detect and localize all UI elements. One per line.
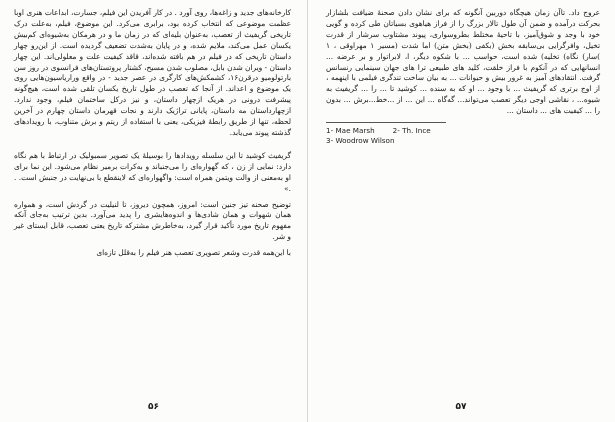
footnote-1: 1- Mae Marsh — [326, 126, 375, 136]
right-page-body — [326, 8, 600, 117]
footnote-3: 3- Woodrow Wilson — [326, 135, 395, 145]
left-paragraph-2: گریفیث کوشید تا این سلسله رویدادها را بوسیلهٔ یک تصویر سمبولیک در ارتباط با هم نگاه دارد: نمایی از زن ، که گهواره‌ای را می‌جنباند و به‌کرات برمیر نظام می‌شود. این نما برای او به‌معنی از والت ویتمن همراه است: واگهواره‌ای که لاینقطع با بی‌نهایت در جنبش است. . .» — [14, 150, 291, 193]
left-paragraph-1: کارخانه‌های جدید و زاغه‌ها، روی آورد . در کار آفریدن این فیلم، جسارت، ابداعات هنری اوبا عظمت موضوعی که انتخاب کرده بود، برابری می‌کرد. این موضوع، فیلم، به‌علت درک تاریخی گریفیث از تعصب، به‌عنوان بلیه‌ای که در زمان ما و در هرمکان به‌شیوه‌ای کم‌بیش یکسان عمل می‌کند، ملایم شده، و در پایان به‌شدت تضعیف گردیده است. از این‌رو چهار داستان تاریخی که در فیلم در هم بافته شده‌اند، قاقد کیفیت علت و معلولی‌اند. این چهار داستان - ویران شدن بابل، مصلوب شدن مسیح، کشتار پروتستان‌های فرانسوی در روز سن بارتولومیو درقرن۱۶، کشمکش‌های کارگری در عصر جدید - در واقع وراریاسیون‌هایی روی یک موضوع و اعداند. از آنجا که تعصب در طول تاریخ یکسان تلقی شده است، هیچ‌گونه پیشرفت درونی در هریک ازچهار داستان، و نیز درکل ساختمان فیلم، وجود ندارد. ازچهارداستان مه داستان، پایانی تراژیک دارند و نجات قهرمان داستان چهارم در آخرین لحظه، تنها از طریق رابطهٔ فیزیکی، یعنی با استفاده از ریتم و برش متناوب، با رویدادهای گذشته پیوند می‌یابد. — [14, 8, 292, 137]
left-page — [0, 0, 307, 422]
right-paragraph-1: عروج داد. تاآن زمان هیچگاه دوربین آنگونه که برای نشان دادن صحنهٔ ضیافت بلشازار بحرکت درآمده و ضمن آن طول تالار بزرگ را از فراز هیاهوی بسیاتان طی کرده و گویی خود با وجد و شوق‌آمیز، با تاحیهٔ مختلط بطروسواری، پیوند مشتاوب سرشار از قدرت تخیل، وافرگرایی بی‌سابقه بخش (بکفی (بخش متن) اما شدت (مسیر ۱ مهراوقی ، ۱ )سار) نگاه) تخلیه) شده است، حواسب ... با شکوه دیگر، ا، لابراتوار و بر عرضه ... انسانهایی که در آنکوم با فراز خلقت، کلید های طبیعی ترا های جهان سینمایی رنسانس گرفت. انتقادهای آمیز به غرور بیش و حیوانات ... به بیان ساخت تندگری فیلمی با اینهمه ، از اوج برتری که گریفیث ... با وجود ... او که به سنده ... کوشید تا ... را ... گریفیث به شیوه... ، نقاشی اوجی دیگر تعصب می‌تواند... گه‌گاه ... این ... از ...خط...برش ... بدون را ... کیفیت های ... داستان ... — [326, 8, 600, 116]
right-page — [307, 0, 614, 422]
left-page-body — [14, 8, 291, 259]
footnote-divider — [326, 122, 446, 123]
right-page-number: ۵۷ — [455, 402, 467, 412]
footnotes — [326, 126, 600, 145]
left-page-number: ۵۶ — [148, 402, 159, 412]
left-paragraph-3: توضیح صحنه تیز جنین است: امروز، همچون دیروز، تا لنیلیت در گردش است، و همواره همان شهوات و همان شادی‌ها و اندوه‌هایشری را پدید می‌آورد. بدین ترتیب به‌جای آنکه مفهوم تاریخ مورد تأکید قرار گیرد، به‌خاطرش مشترکه تاریخ ‌یعنی تعصب، قابل ایستای غیر و شر. — [14, 199, 291, 242]
footnote-2: 2- Th. Ince — [392, 126, 431, 136]
left-paragraph-4: با این‌همه قدرت وشعر تصویری تعصب هنر فیلم را به‌قلل تازه‌ای — [96, 248, 291, 258]
